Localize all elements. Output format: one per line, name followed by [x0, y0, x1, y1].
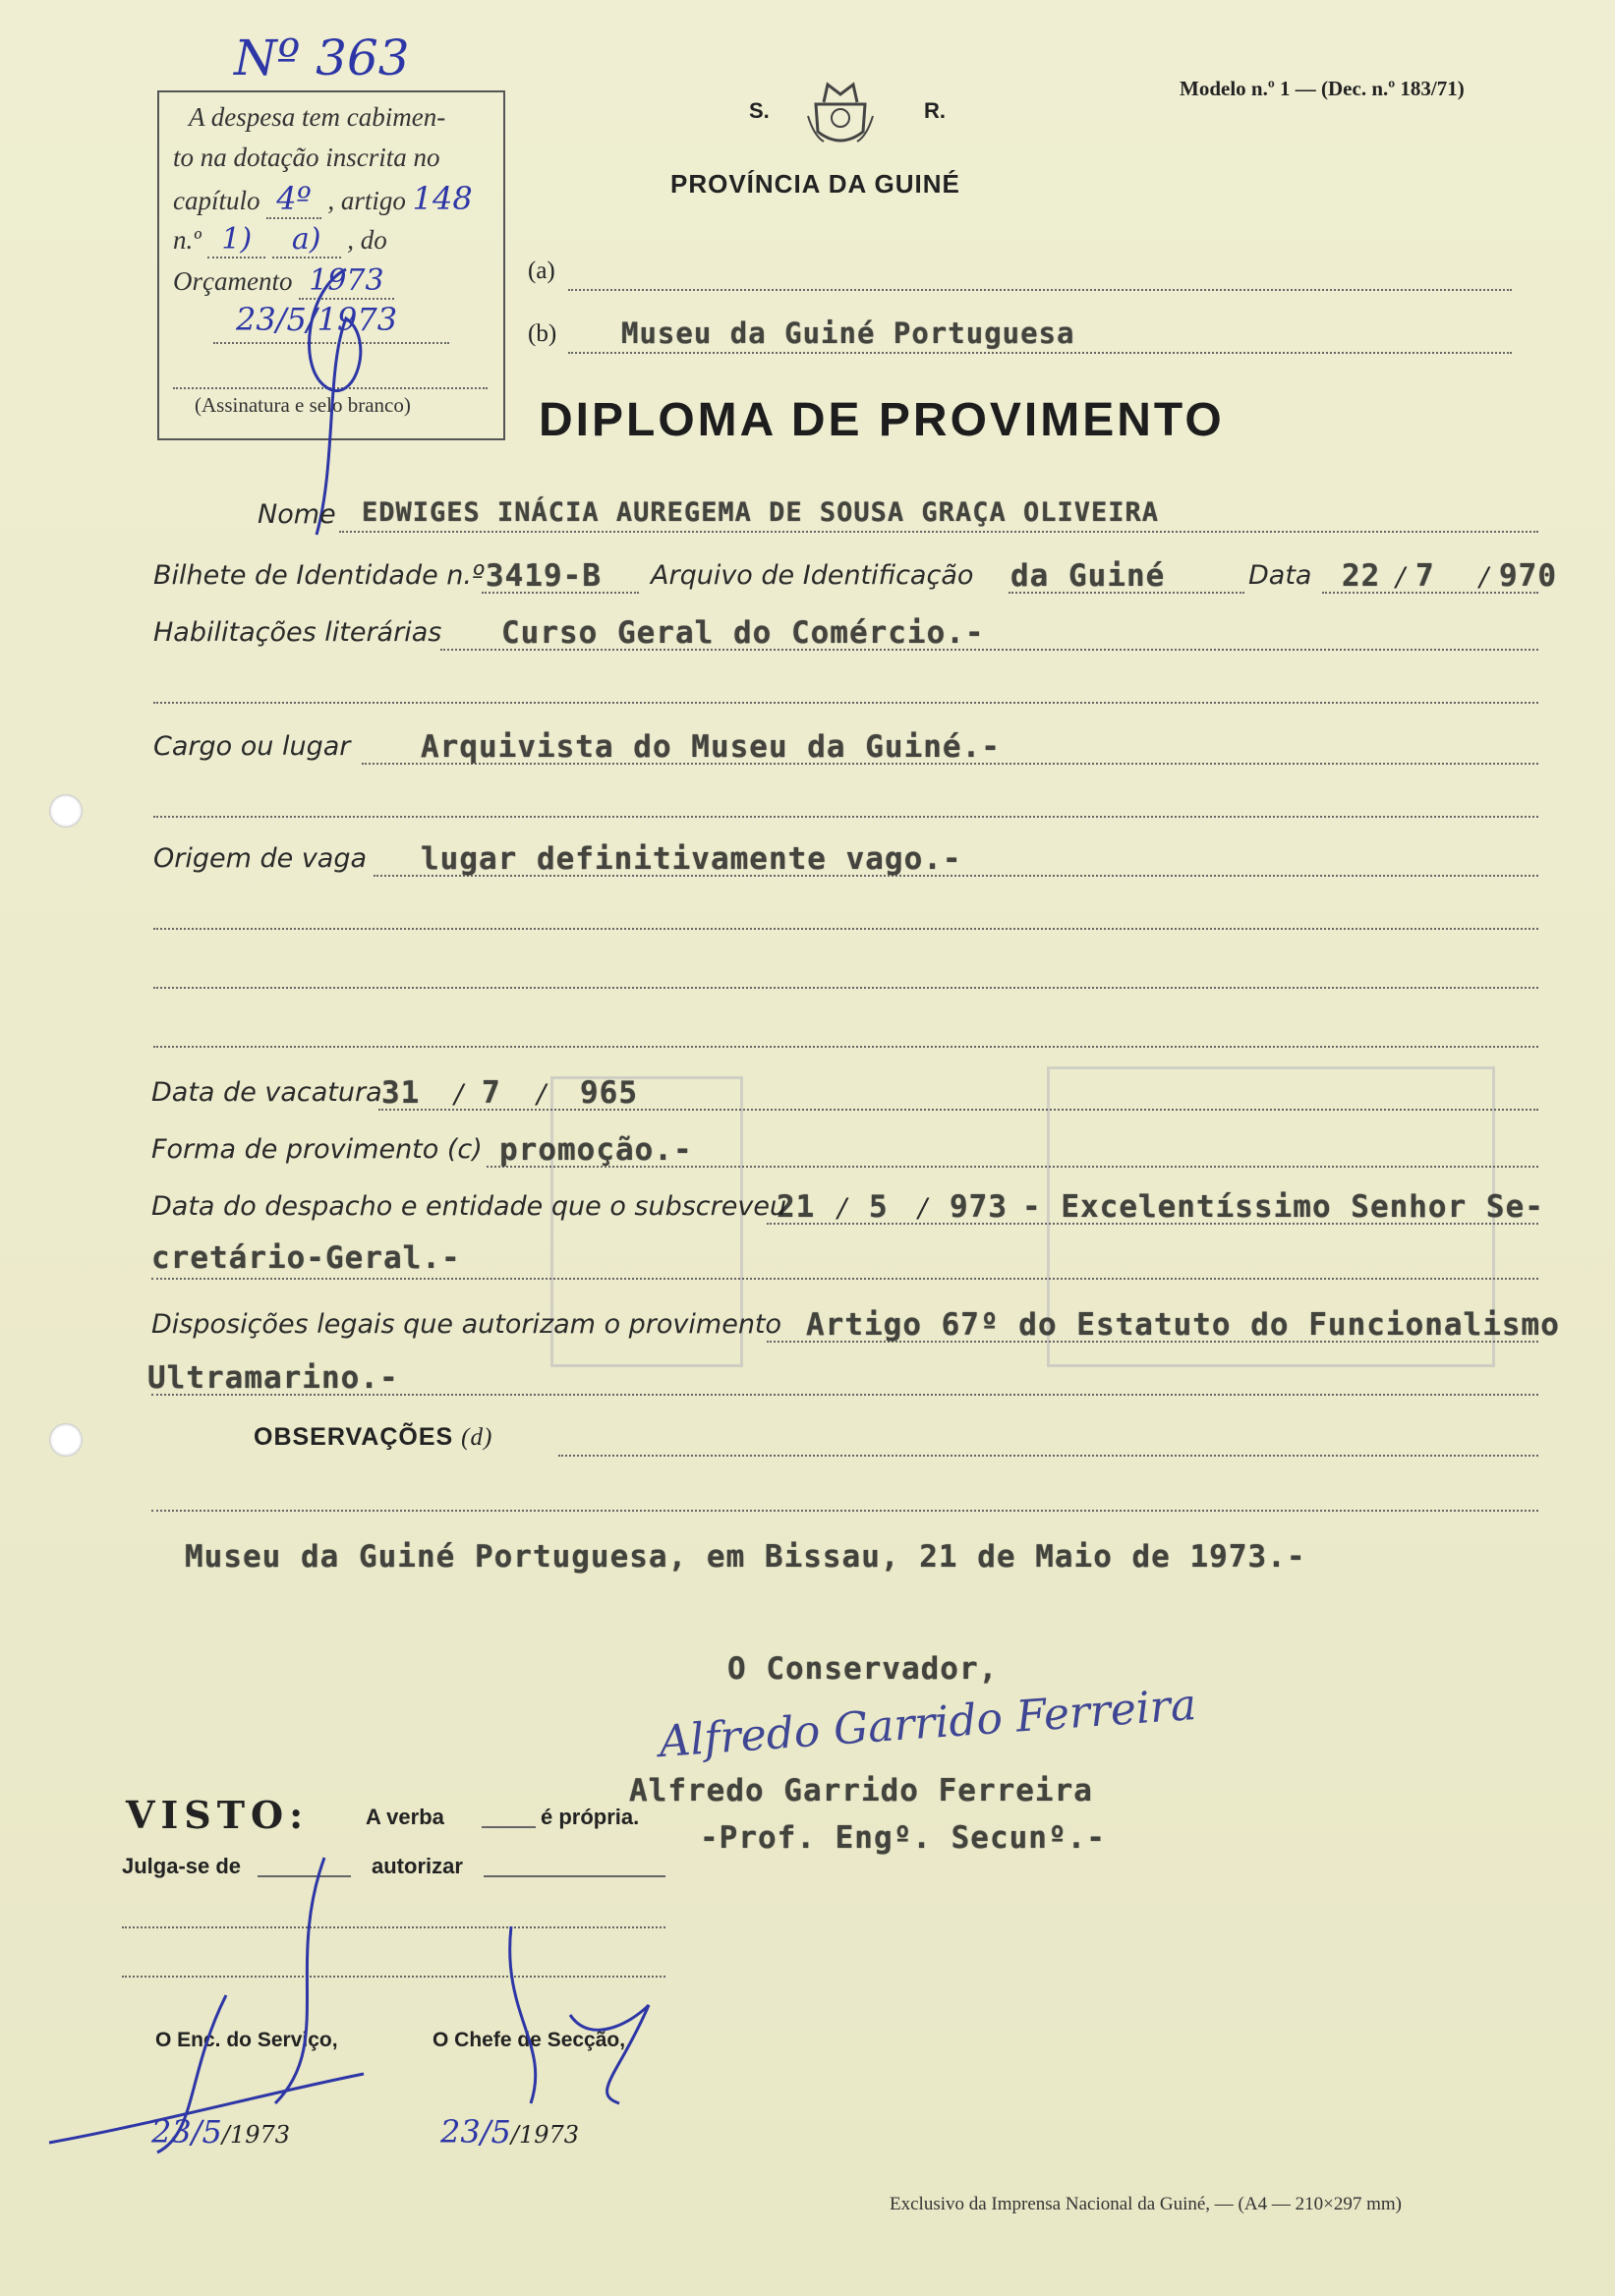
disposicoes-line-2 [151, 1394, 1538, 1396]
forma-value: promoção.- [499, 1132, 693, 1168]
observacoes-line-2 [151, 1510, 1538, 1512]
model-note: Modelo n.º 1 — (Dec. n.º 183/71) [1180, 77, 1465, 100]
observacoes-line-1 [558, 1455, 1538, 1457]
forma-label: Forma de provimento (c) [151, 1134, 483, 1165]
field-b-value: Museu da Guiné Portuguesa [621, 316, 1075, 350]
habilitacoes-label: Habilitações literárias [153, 617, 442, 648]
data-month: 7 [1415, 558, 1435, 594]
document-number: Nº 363 [234, 29, 410, 86]
coat-right-letter: R. [924, 98, 946, 123]
vacatura-year: 965 [580, 1075, 638, 1111]
vacatura-day: 31 [381, 1075, 421, 1111]
disposicoes-value-2: Ultramarino.- [147, 1360, 399, 1396]
despacho-month: 5 [869, 1189, 889, 1225]
despacho-year: 973 [950, 1189, 1008, 1225]
observacoes-note: (d) [461, 1424, 493, 1451]
enc-date-month: 5 [202, 2113, 222, 2151]
despacho-entity-line2: cretário-Geral.- [151, 1240, 461, 1276]
despacho-day: 21 [777, 1189, 816, 1225]
data-day: 22 [1342, 558, 1381, 594]
cargo-line-2 [153, 816, 1538, 818]
bilhete-label: Bilhete de Identidade n.º [153, 560, 485, 591]
chefe-date: 23/5/1973 [440, 2113, 580, 2151]
enc-date-day: 23 [151, 2113, 192, 2151]
verba-line [482, 1826, 536, 1828]
province-title: PROVÍNCIA DA GUINÉ [670, 169, 960, 199]
observacoes-label [254, 1423, 492, 1452]
enc-date-year: /1973 [221, 2121, 291, 2149]
despacho-slash-2: / [918, 1193, 928, 1224]
despacho-line-2 [151, 1278, 1538, 1280]
closing-role: O Conservador, [727, 1651, 999, 1687]
data-slash-1: / [1396, 562, 1406, 593]
budget-line2: to na dotação inscrita no [173, 143, 440, 172]
habilitacoes-line-2 [153, 702, 1538, 704]
disposicoes-value-1: Artigo 67º do Estatuto do Funcionalismo [806, 1307, 1560, 1343]
enc-servico-label: O Enc. do Serviço, [155, 2029, 338, 2051]
chefe-date-month: 5 [490, 2113, 511, 2151]
cargo-value: Arquivista do Museu da Guiné.- [421, 729, 1001, 765]
arquivo-label: Arquivo de Identificação [651, 560, 974, 591]
closing-name: Alfredo Garrido Ferreira [629, 1773, 1093, 1808]
budget-line1: A despesa tem cabimen- [189, 102, 446, 132]
habilitacoes-value: Curso Geral do Comércio.- [501, 615, 985, 651]
data-year: 970 [1499, 558, 1557, 594]
chefe-seccao-label: O Chefe de Secção, [433, 2029, 626, 2051]
origem-label: Origem de vaga [153, 843, 368, 874]
bleedthrough-text [295, 1602, 304, 1640]
vacatura-slash-1: / [454, 1079, 464, 1110]
field-b-label: (b) [528, 320, 557, 347]
enc-date: 23/5/1973 [151, 2113, 291, 2151]
closing-title: -Prof. Engº. Secunº.- [700, 1820, 1106, 1856]
footer-imprint: Exclusivo da Imprensa Nacional da Guiné, — (A4 — 210×297 mm) [890, 2194, 1402, 2214]
verba-label: A verba [366, 1805, 444, 1829]
origem-line-4 [153, 1046, 1538, 1048]
do-label: , do [347, 225, 387, 255]
data-slash-2: / [1479, 562, 1489, 593]
document-title: DIPLOMA DE PROVIMENTO [539, 394, 1225, 446]
capitulo-value: 4º [266, 180, 320, 219]
despacho-entity-line1: - Excelentíssimo Senhor Se- [1022, 1189, 1544, 1225]
vacatura-label: Data de vacatura [151, 1077, 382, 1108]
artigo-value: 148 [412, 180, 473, 217]
nome-label: Nome [258, 499, 336, 530]
artigo-label: , artigo [327, 186, 406, 215]
despacho-label: Data do despacho e entidade que o subscreveu [151, 1191, 787, 1222]
coat-left-letter: S. [749, 98, 770, 123]
orcamento-label: Orçamento [173, 266, 293, 296]
vacatura-slash-2: / [537, 1079, 547, 1110]
origem-value: lugar definitivamente vago.- [421, 841, 962, 877]
julga-label: Julga-se de [122, 1854, 242, 1878]
coat-of-arms-icon [806, 77, 875, 151]
bilhete-value: 3419-B [486, 558, 602, 594]
place-date: Museu da Guiné Portuguesa, em Bissau, 21 de Maio de 1973.- [185, 1539, 1306, 1575]
punch-hole-bottom [49, 1423, 83, 1457]
alinea-value: a) [272, 222, 341, 258]
orcamento-year: 1973 [299, 263, 393, 300]
budget-line3 [173, 179, 473, 220]
nome-line [339, 531, 1538, 533]
despacho-slash-1: / [837, 1193, 847, 1224]
vacatura-month: 7 [482, 1075, 501, 1111]
chefe-date-year: /1973 [510, 2121, 580, 2149]
budget-date: 23/5/1973 [236, 301, 398, 338]
disposicoes-label: Disposições legais que autorizam o provimento [151, 1309, 782, 1340]
numero-label: n.º [173, 225, 202, 255]
chefe-date-day: 23 [440, 2113, 481, 2151]
punch-hole-top [49, 794, 83, 828]
observacoes-title: OBSERVAÇÕES [254, 1423, 454, 1451]
field-b-line [568, 352, 1512, 354]
verba-propria: é própria. [541, 1805, 640, 1829]
field-a-line [568, 289, 1512, 291]
cargo-label: Cargo ou lugar [153, 731, 351, 762]
arquivo-value: da Guiné [1010, 558, 1166, 594]
closing-signature: Alfredo Garrido Ferreira [657, 1679, 1198, 1768]
visto-label: VISTO: [126, 1793, 310, 1837]
autorizar-label: autorizar [372, 1854, 463, 1878]
data-label: Data [1248, 560, 1312, 591]
visto-signatures [39, 1848, 688, 2172]
budget-signature-label: (Assinatura e selo branco) [195, 393, 411, 417]
capitulo-label: capítulo [173, 186, 260, 215]
nome-value: EDWIGES INÁCIA AUREGEMA DE SOUSA GRAÇA OLIVEIRA [362, 497, 1160, 528]
budget-box [157, 90, 505, 440]
vacatura-line [378, 1109, 1538, 1111]
origem-line-2 [153, 928, 1538, 930]
origem-line-3 [153, 987, 1538, 989]
field-a-label: (a) [528, 258, 555, 284]
numero-value: 1) [207, 222, 265, 258]
